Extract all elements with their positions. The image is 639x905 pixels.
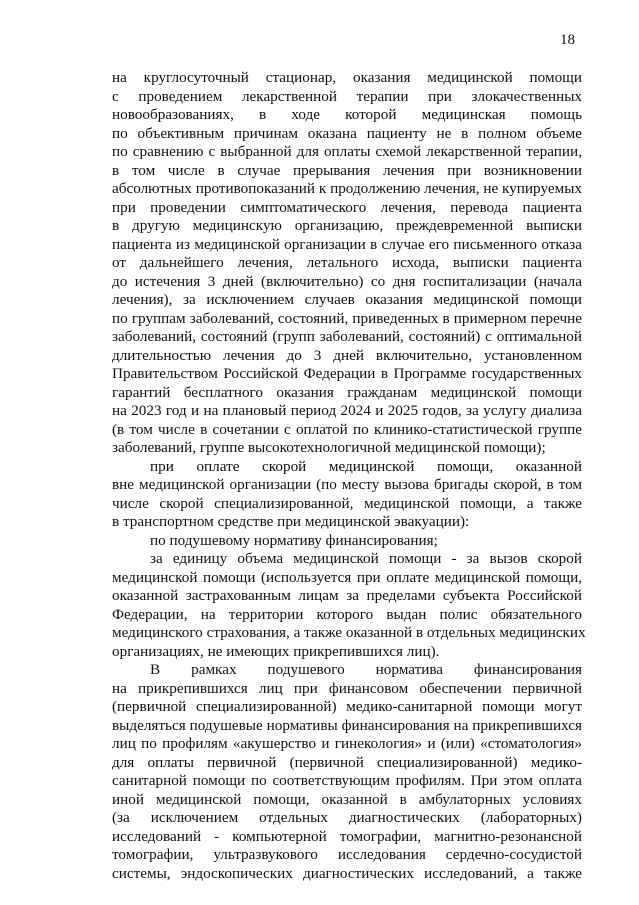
text-line: (первичной специализированной) медико-санитарной помощи могут [112,698,582,715]
text-line: медицинской помощи (используется при оплате медицинской помощи, [112,568,582,586]
text-line: по объективным причинам оказана пациенту не в полном объеме [112,124,582,142]
text-line: на 2023 год и на плановый период 2024 и 2025 годов, за услугу диализа [112,402,582,419]
text-line: за единицу объема медицинской помощи - за вызов скорой [150,550,582,567]
text-line: числе скорой специализированной, медицинской помощи, а также [112,494,582,512]
text-line: пациента из медицинской организации в случае его письменного отказа [112,235,582,253]
text-line: до истечения 3 дней (включительно) со дня госпитализации (начала [112,272,582,290]
text-line: лечения), за исключением случаев оказания медицинской помощи [112,291,582,308]
text-line: (в том числе в сочетании с оплатой по клинико-статистической группе [112,420,582,438]
text-line: длительностью лечения до 3 дней включительно, установленном [112,346,582,364]
text-line: Правительством Российской Федерации в Программе государственных [112,365,582,382]
text-line: исследований - компьютерной томографии, магнитно-резонансной [112,827,582,845]
text-line: системы, эндоскопических диагностических исследований, а также [112,864,582,882]
text-line: организациях, не имеющих прикрепившихся лиц). [112,642,440,660]
text-line: по группам заболеваний, состояний, приведенных в примерном перечне [112,309,582,327]
text-line: в другую медицинскую организацию, преждевременной выписки [112,217,582,234]
text-line: Федерации, на территории которого выдан полис обязательного [112,605,582,623]
text-line: для оплаты первичной (первичной специализированной) медико- [112,753,582,771]
text-line: при проведении симптоматического лечения, перевода пациента [112,198,582,216]
text-line: с проведением лекарственной терапии при злокачественных [112,87,582,105]
text-line: медицинского страхования, а также оказанной в отдельных медицинских [112,624,586,641]
text-line: оказанной застрахованным лицам за пределами субъекта Российской [112,587,582,604]
text-line: новообразованиях, в ходе которой медицинская помощь [112,106,582,123]
page-number: 18 [560,32,575,48]
body-text [112,69,586,883]
text-line: абсолютных противопоказаний к продолжению лечения, не купируемых [112,180,582,197]
text-line: вне медицинской организации (по месту вызова бригады скорой, в том [112,476,582,493]
text-line: от дальнейшего лечения, летального исхода, выписки пациента [112,254,582,271]
text-line: по подушевому нормативу финансирования; [150,531,438,549]
text-line: при оплате скорой медицинской помощи, оказанной [150,457,582,475]
text-line: иной медицинской помощи, оказанной в амбулаторных условиях [112,790,582,808]
text-line: выделяться подушевые нормативы финансирования на прикрепившихся [112,716,582,734]
text-line: (за исключением отдельных диагностических (лабораторных) [112,809,582,826]
text-line: по сравнению с выбранной для оплаты схемой лекарственной терапии, [112,143,582,160]
text-line: гарантий бесплатного оказания гражданам медицинской помощи [112,383,582,401]
text-line: на круглосуточный стационар, оказания медицинской помощи [112,69,582,86]
text-line: лиц по профилям «акушерство и гинекология» и (или) «стоматология» [112,735,582,752]
text-line: санитарной помощи по соответствующим профилям. При этом оплата [112,772,582,789]
text-line: на прикрепившихся лиц при финансовом обеспечении первичной [112,679,582,697]
text-line: В рамках подушевого норматива финансирования [150,661,582,678]
text-line: заболеваний, состояний (групп заболеваний, состояний) с оптимальной [112,328,582,345]
text-line: томографии, ультразвукового исследования сердечно-сосудистой [112,846,582,863]
text-line: в том числе в случае прерывания лечения при возникновении [112,161,582,179]
text-line: заболеваний, группе высокотехнологичной медицинской помощи); [112,439,546,456]
text-line: в транспортном средстве при медицинской эвакуации): [112,513,470,530]
